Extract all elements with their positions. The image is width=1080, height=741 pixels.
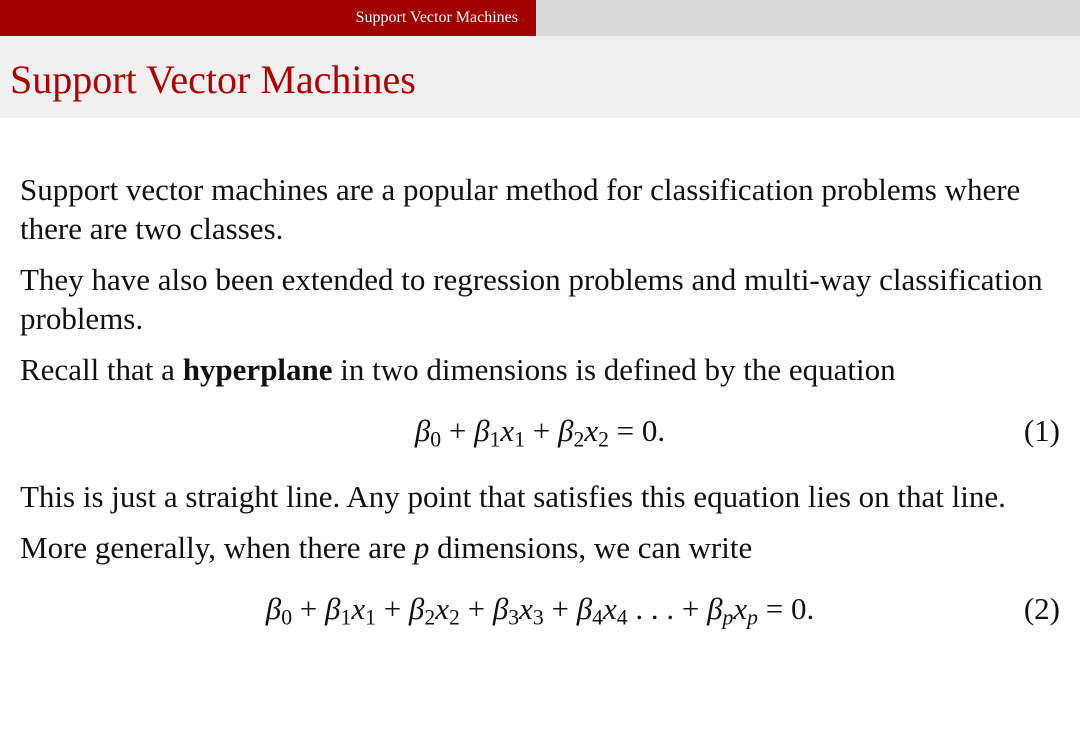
equation-2-body: $\beta_0 + \beta_1x_1 + \beta_2x_2 + \beta_3x_3 + \beta_4x_4$ . . . + $\beta_px_p = 0$. bbox=[265, 591, 815, 630]
equation-1 bbox=[20, 401, 1060, 467]
equation-2 bbox=[20, 579, 1060, 645]
slide-content bbox=[20, 170, 1060, 655]
paragraph-generalization bbox=[20, 528, 1060, 567]
text-segment: More generally, when there are bbox=[20, 530, 414, 565]
page-title: Support Vector Machines bbox=[10, 57, 416, 102]
paragraph-straight-line: This is just a straight line. Any point that satisfies this equation lies on that line. bbox=[20, 479, 1006, 514]
section-header: Support Vector Machines bbox=[0, 0, 536, 36]
term-hyperplane: hyperplane bbox=[182, 352, 333, 387]
equation-1-number: (1) bbox=[1023, 413, 1060, 448]
text-segment: dimensions, we can write bbox=[429, 530, 753, 565]
equation-1-body: $\beta_0 + \beta_1x_1 + \beta_2x_2 = 0$. bbox=[414, 413, 666, 452]
paragraph-intro: Support vector machines are a popular method for classification problems where there are two classes. bbox=[20, 172, 1021, 246]
paragraph-hyperplane bbox=[20, 350, 1060, 389]
paragraph-extension: They have also been extended to regression problems and multi-way classification problems. bbox=[20, 262, 1043, 336]
variable-p: p bbox=[413, 530, 430, 565]
text-segment: in two dimensions is defined by the equation bbox=[332, 352, 896, 387]
equation-2-number: (2) bbox=[1023, 591, 1060, 626]
text-segment: Recall that a bbox=[20, 352, 183, 387]
